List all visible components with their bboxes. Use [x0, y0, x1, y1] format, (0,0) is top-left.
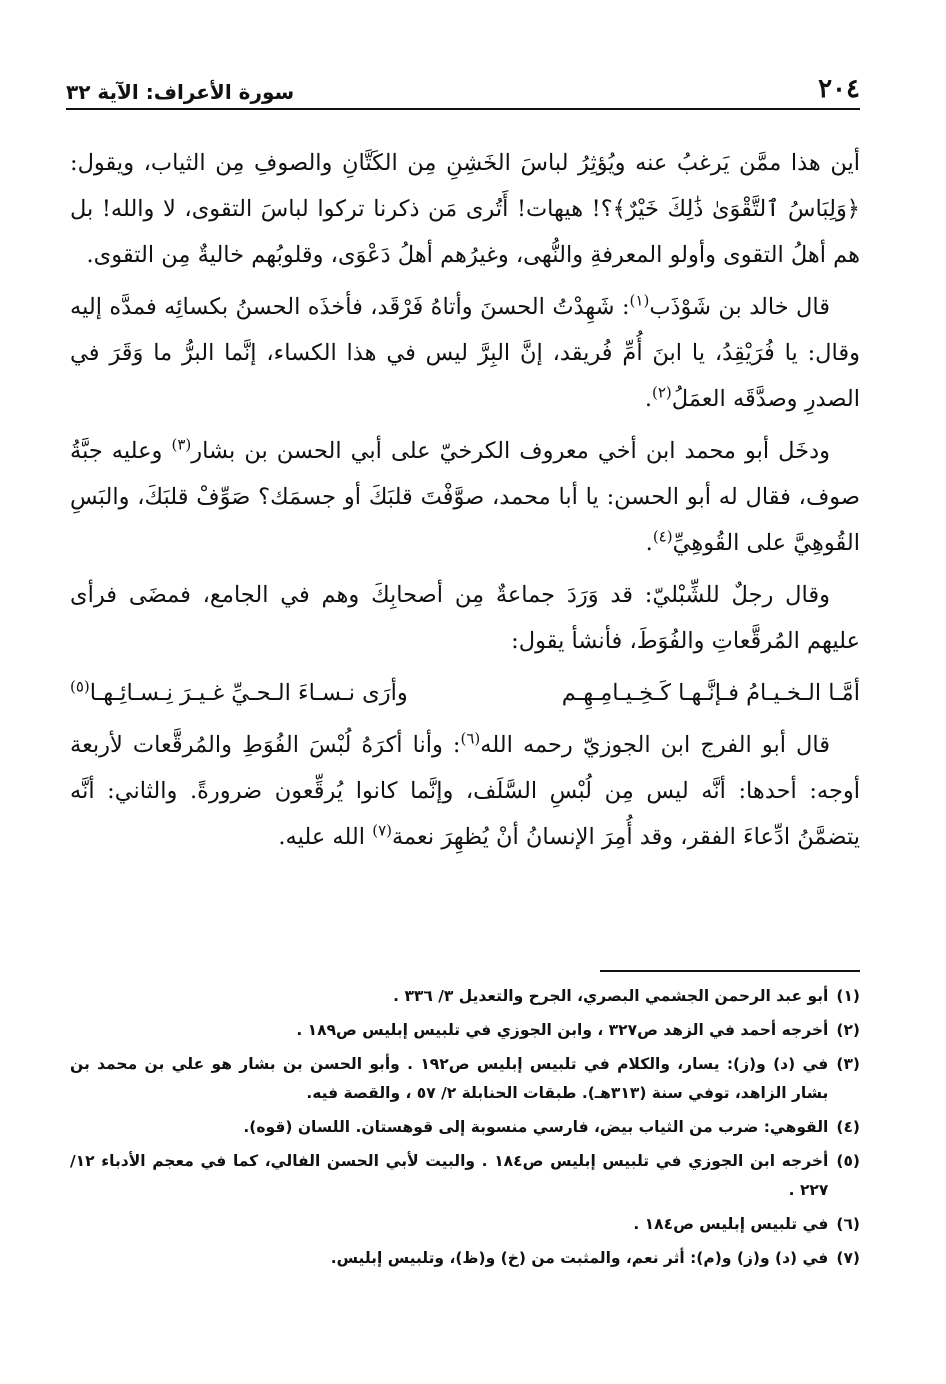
footnote-number: (٦) — [836, 1215, 860, 1233]
running-title: سورة الأعراف: الآية ٣٢ — [66, 80, 295, 104]
footnote-text: القوهي: ضرب من الثياب بيض، فارسي منسوبة إلى قوهستان. اللسان (قوه). — [243, 1118, 829, 1136]
paragraph-3-text-a: ودخَل أبو محمد ابن أخي معروف الكرخيّ على أبي الحسن بن بشار — [191, 438, 830, 464]
footnote — [70, 1016, 860, 1045]
footnote-ref-5: (٥) — [70, 677, 90, 696]
paragraph-1: أين هذا ممَّن يَرغبُ عنه ويُؤثِرُ لباسَ الخَشِنِ مِن الكَتَّانِ والصوفِ مِن الثياب، ويقول: ﴿وَلِبَاسُ ٱلتَّقْوَىٰ ذَٰلِكَ خَيْرٌ﴾؟! هيهات! أَتُرى مَن ذكرنا تركوا لباسَ التقوى، لا والله! بل هم أهلُ التقوى وأولو المعرفةِ والنُّهى، وغيرُهم أهلُ دَعْوَى، وقلوبُهم خاليةٌ مِن التقوى. — [70, 150, 860, 268]
footnote-ref-1: (١) — [629, 291, 650, 310]
footnote-number: (٥) — [836, 1152, 860, 1170]
footnote — [70, 1050, 860, 1108]
paragraph-2-text-b: : شَهِدْتُ الحسنَ وأتاهُ فَرْقَد، فأخذَه الحسنُ بكسائِه فمدَّه إليه وقال: يا فُرَيْقِدُ، يا ابنَ أُمِّ فُريقد، إنَّ البِرَّ ليس في هذا الكساء، إنَّما البرُّ ما وَقَرَ في الصدرِ وصدَّقَه العمَلُ — [70, 294, 860, 412]
footnote-ref-3: (٣) — [171, 435, 192, 454]
footnote-text: أخرجه أحمد في الزهد ص٣٢٧ ، وابن الجوزي في تلبيس إبليس ص١٨٩ . — [296, 1021, 829, 1039]
footnote — [70, 1113, 860, 1142]
footnotes — [70, 982, 860, 1278]
footnote-number: (٤) — [836, 1118, 860, 1136]
paragraph-3-text-c: . — [645, 530, 653, 556]
footnote-text: أخرجه ابن الجوزي في تلبيس إبليس ص١٨٤ . والبيت لأبي الحسن الفالي، كما في معجم الأدباء ١٢/ ٢٢٧ . — [70, 1152, 829, 1199]
footnote-text: في تلبيس إبليس ص١٨٤ . — [633, 1215, 829, 1233]
paragraph-2 — [70, 284, 860, 422]
footnote — [70, 1210, 860, 1239]
footnote — [70, 1147, 860, 1205]
footnote-number: (٢) — [836, 1021, 860, 1039]
paragraph-5-text-c: الله عليه. — [278, 824, 373, 850]
page-number: ٢٠٤ — [818, 74, 860, 104]
footnote-divider — [600, 970, 860, 972]
verse-first-hemistich: أمَّـا الـخـيـامُ فـإنَّـهـا كَـخِـيـامِـهِـم — [561, 680, 860, 706]
footnote-number: (٧) — [836, 1249, 860, 1267]
paragraph-4: وقال رجلٌ للشِّبْليّ: قد وَرَدَ جماعةٌ مِن أصحابِكَ وهم في الجامع، فمضَى فرأى عليهم المُرقَّعاتِ والفُوَطَ، فأنشأ يقول: — [70, 582, 860, 654]
paragraph-5 — [70, 722, 860, 860]
footnote — [70, 982, 860, 1011]
footnote-text: في (د) و(ز) و(م): أثر نعم، والمثبت من (خ) و(ظ)، وتلبيس إبليس. — [330, 1249, 829, 1267]
verse-second-hemistich-wrap — [70, 670, 408, 716]
paragraph-2-text-a: قال خالد بن شَوْذَب — [649, 294, 830, 320]
footnote-number: (١) — [836, 987, 860, 1005]
paragraph-2-text-c: . — [644, 386, 652, 412]
footnote-ref-7: (٧) — [372, 821, 392, 840]
verse-second-hemistich: وأرَى نـسـاءَ الـحـيِّ غـيـرَ نِـسـائِـهـا — [89, 680, 408, 706]
paragraph-3 — [70, 428, 860, 566]
footnote-ref-6: (٦) — [460, 729, 481, 748]
footnote-text: أبو عبد الرحمن الجشمي البصري، الجرح والتعديل ٣/ ٣٣٦ . — [393, 987, 829, 1005]
paragraph-3-text-b: وعليه جبَّةُ صوف، فقال له أبو الحسن: يا أبا محمد، صوَّفْتَ قلبَكَ أو جسمَك؟ صَوِّفْ قلبَكَ، والبَسِ القُوهِيَّ على القُوهِيِّ — [70, 438, 860, 556]
page-header — [66, 64, 860, 110]
paragraph-5-text-b: : وأنا أكرَهُ لُبْسَ الفُوَطِ والمُرقَّعات لأربعة أوجه: أحدها: أنَّه ليس مِن لُبْسِ السَّلَف، وإنَّما كانوا يُرقِّعون ضرورةً. والثاني: أنَّه يتضمَّنُ ادِّعاءَ الفقر، وقد أُمِرَ الإنسانُ أنْ يُظهِرَ نعمة — [70, 732, 860, 850]
footnote-ref-4: (٤) — [652, 527, 673, 546]
main-text — [70, 140, 860, 866]
footnote-number: (٣) — [836, 1055, 860, 1073]
footnote-text: في (د) و(ز): يسار، والكلام في تلبيس إبليس ص١٩٢ . وأبو الحسن بن بشار هو علي بن محمد بن بشار الزاهد، توفي سنة (٣١٣هـ). طبقات الحنابلة ٢/ ٥٧ ، والقصة فيه. — [70, 1055, 829, 1102]
paragraph-5-text-a: قال أبو الفرج ابن الجوزيّ رحمه الله — [480, 732, 830, 758]
footnote-ref-2: (٢) — [652, 383, 672, 402]
footnote — [70, 1244, 860, 1273]
poetry-verse — [70, 670, 860, 716]
